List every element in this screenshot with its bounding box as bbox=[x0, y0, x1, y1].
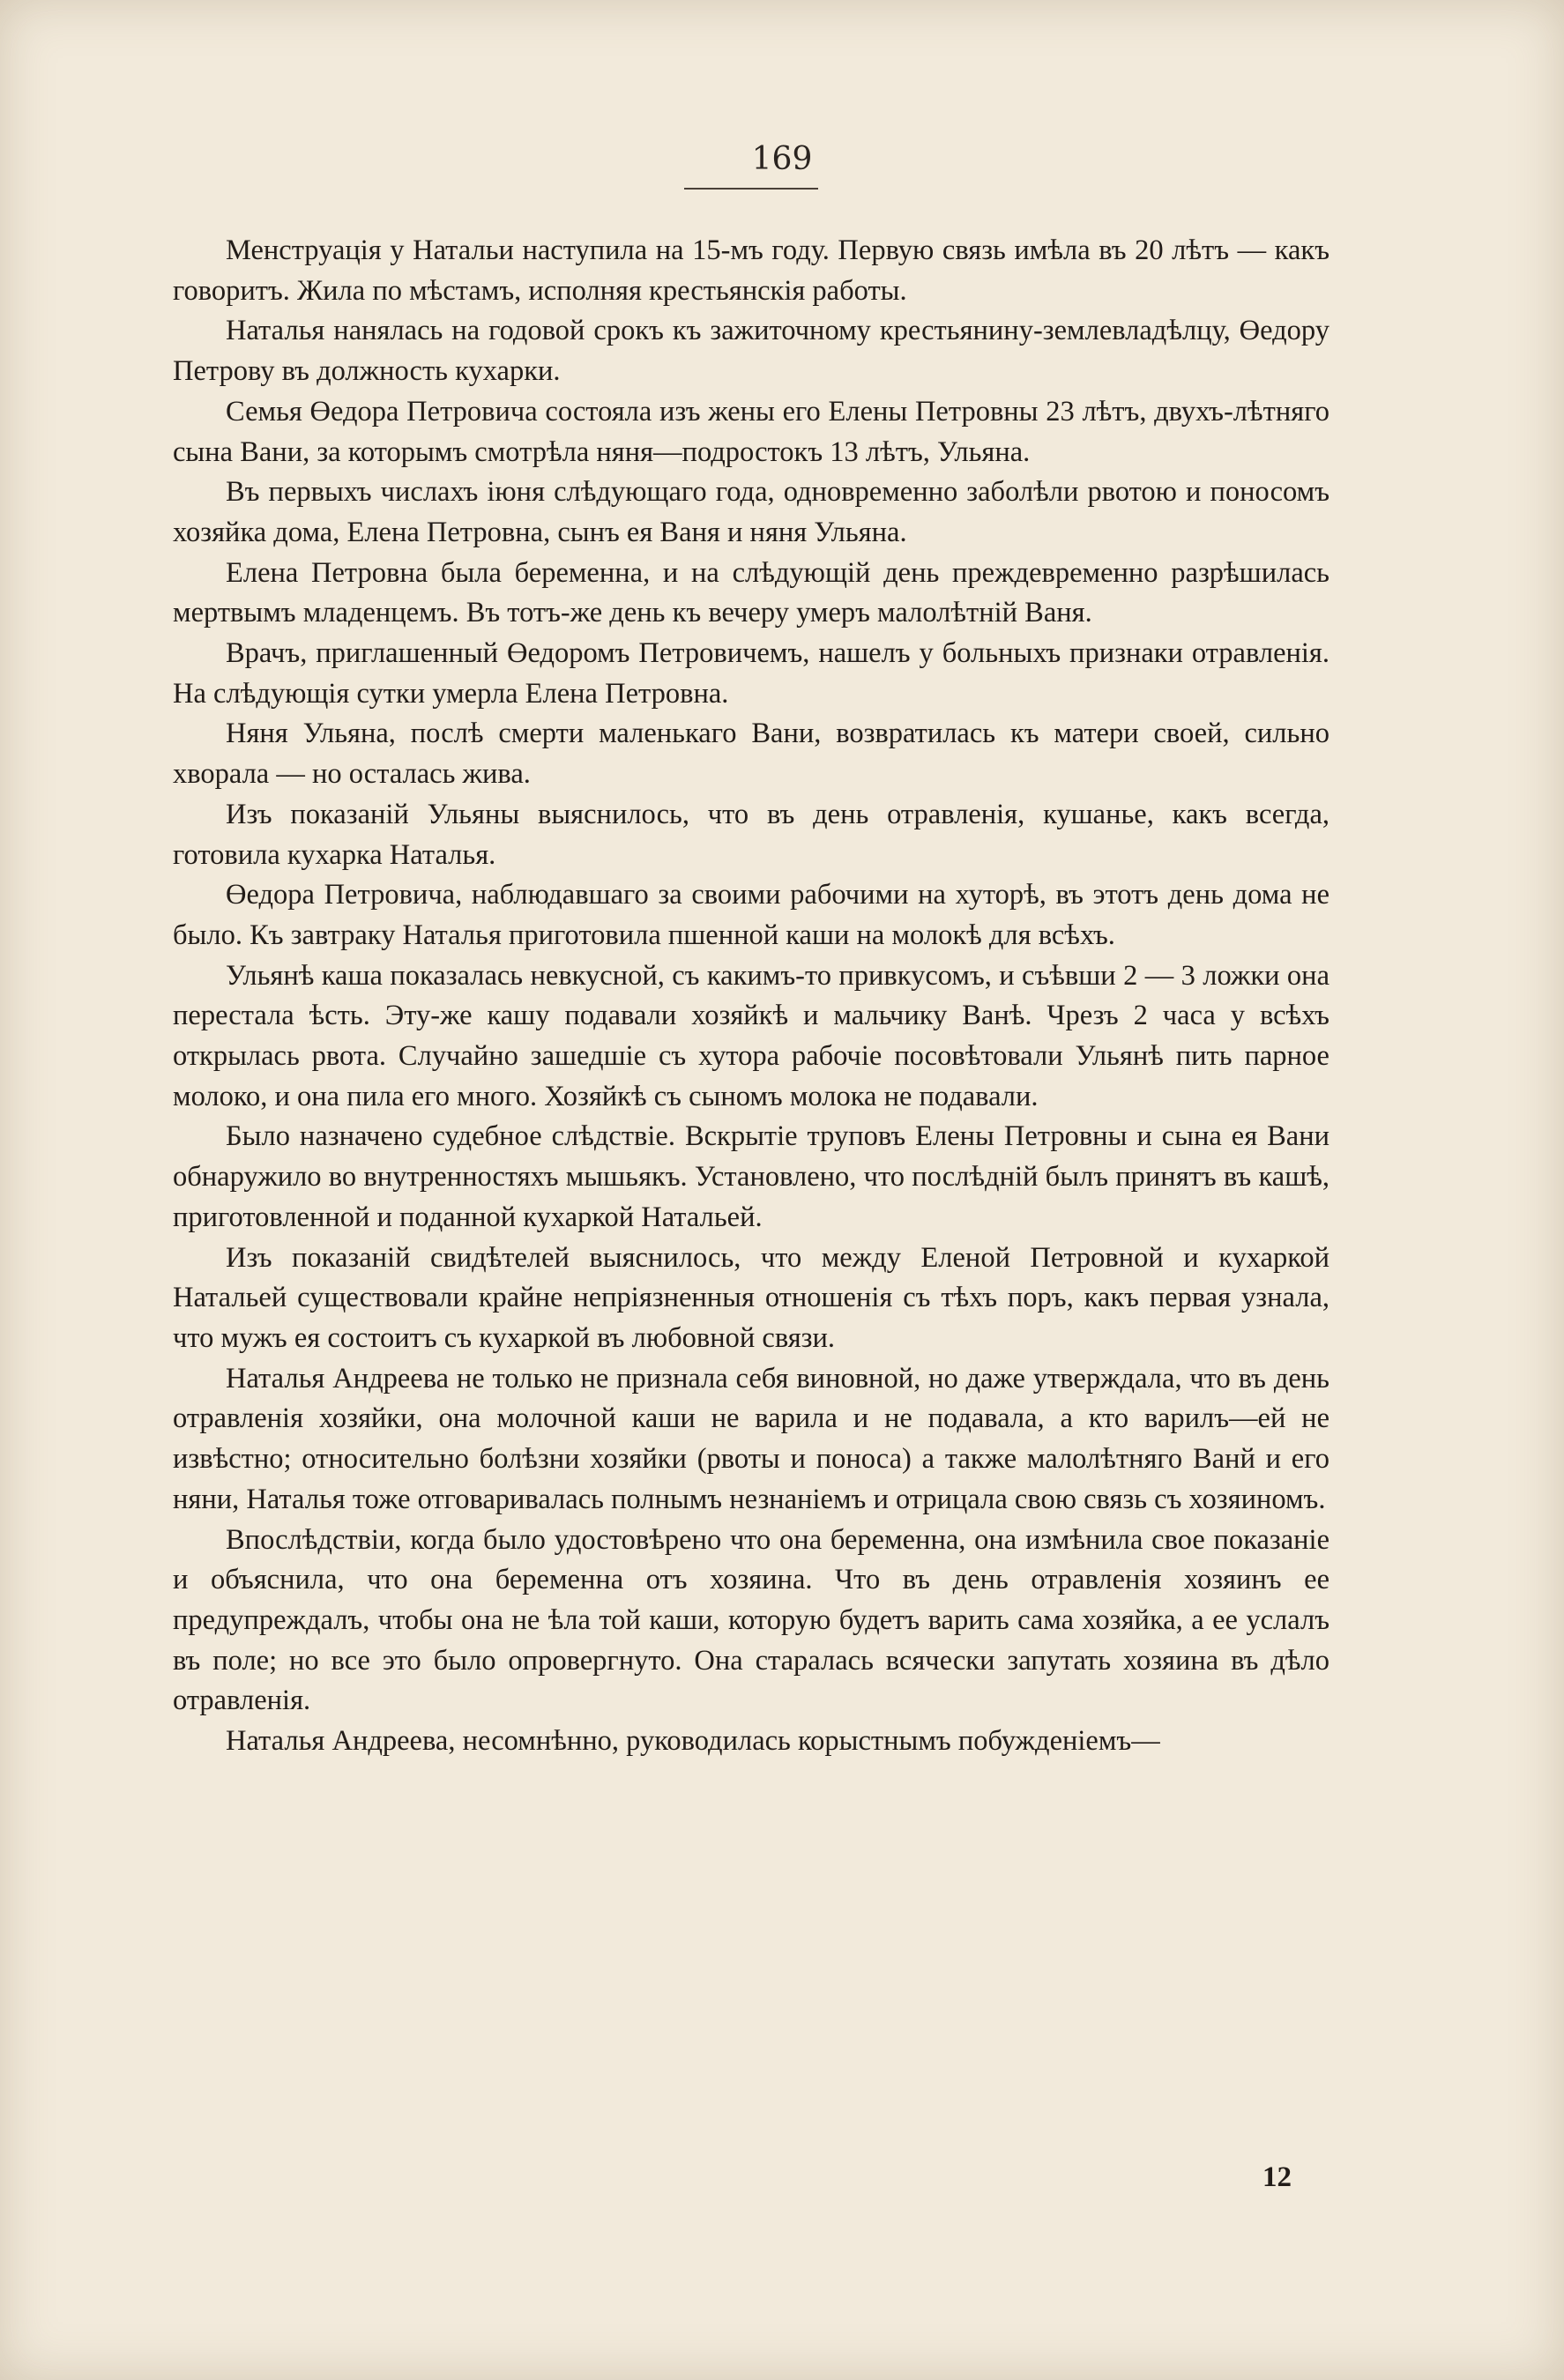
paragraph: Наталья Андреева не только не признала себя виновной, но даже утверждала, что въ день отравленія хозяйки, она молочной каши не варила и не подавала, а кто варилъ—ей не извѣстно; относительно болѣзни хозяйки (рвоты и поноса) а также малолѣтняго Ванй и его няни, Наталья тоже отговаривалась полнымъ незнаніемъ и отрицала свою связь съ хозяиномъ. bbox=[173, 1362, 1329, 1515]
paragraph: Врачъ, приглашенный Өедоромъ Петровичемъ, нашелъ у больныхъ признаки отравленія. На слѣдующія сутки умерла Елена Петровна. bbox=[173, 637, 1329, 710]
body-text bbox=[173, 231, 1329, 1762]
paragraph: Семья Өедора Петровича состояла изъ жены его Елены Петровны 23 лѣтъ, двухъ-лѣтняго сына Вани, за которымъ смотрѣла няня—подростокъ 13 лѣтъ, Ульяна. bbox=[173, 395, 1329, 468]
paragraph: Въ первыхъ числахъ іюня слѣдующаго года, одновременно заболѣли рвотою и поносомъ хозяйка дома, Елена Петровна, сынъ ея Ваня и няня Ульяна. bbox=[173, 476, 1329, 548]
page-number-rule bbox=[684, 188, 818, 190]
paragraph: Менструація у Натальи наступила на 15-мъ году. Первую связь имѣла въ 20 лѣтъ — какъ говоритъ. Жила по мѣстамъ, исполняя крестьянскія работы. bbox=[173, 234, 1329, 307]
paragraph: Было назначено судебное слѣдствіе. Вскрытіе труповъ Елены Петровны и сына ея Вани обнаружило во внутренностяхъ мышьякъ. Установлено, что послѣдній былъ принятъ въ кашѣ, приготовленной и поданной кухаркой Натальей. bbox=[173, 1120, 1329, 1233]
paragraph: Наталья Андреева, несомнѣнно, руководилась корыстнымъ побужденіемъ— bbox=[226, 1725, 1160, 1758]
paragraph: Елена Петровна была беременна, и на слѣдующій день преждевременно разрѣшилась мертвымъ младенцемъ. Въ тотъ-же день къ вечеру умеръ малолѣтній Ваня. bbox=[173, 556, 1329, 629]
signature-mark: 12 bbox=[1262, 2161, 1292, 2193]
page-number: 169 bbox=[751, 141, 813, 177]
paragraph: Өедора Петровича, наблюдавшаго за своими рабочими на хуторѣ, въ этотъ день дома не было. Къ завтраку Наталья приготовила пшенной каши на молокѣ для всѣхъ. bbox=[173, 879, 1329, 951]
paragraph: Ульянѣ каша показалась невкусной, съ какимъ-то привкусомъ, и съѣвши 2 — 3 ложки она перестала ѣсть. Эту-же кашу подавали хозяйкѣ и мальчику Ванѣ. Чрезъ 2 часа у всѣхъ открылась рвота. Случайно зашедшіе съ хутора рабочіе посовѣтовали Ульянѣ пить парное молоко, и она пила его много. Хозяйкѣ съ сыномъ молока не подавали. bbox=[173, 959, 1329, 1112]
paragraph: Няня Ульяна, послѣ смерти маленькаго Вани, возвратилась къ матери своей, сильно хворала — но осталась жива. bbox=[173, 718, 1329, 791]
paragraph: Изъ показаній свидѣтелей выяснилось, что между Еленой Петровной и кухаркой Натальей существовали крайне непріязненныя отношенія съ тѣхъ поръ, какъ первая узнала, что мужъ ея состоитъ съ кухаркой въ любовной связи. bbox=[173, 1241, 1329, 1354]
paragraph: Наталья нанялась на годовой срокъ къ зажиточному крестьянину-землевладѣлцу, Өедору Петрову въ должность кухарки. bbox=[173, 315, 1329, 388]
paragraph: Впослѣдствіи, когда было удостовѣрено что она беременна, она измѣнила свое показаніе и объяснила, что она беременна отъ хозяина. Что въ день отравленія хозяинъ ее предупреждалъ, чтобы она не ѣла той каши, которую будетъ варить сама хозяйка, а ее услалъ въ поле; но все это было опровергнуто. Она старалась всячески запутать хозяина въ дѣло отравленія. bbox=[173, 1523, 1329, 1717]
paragraph: Изъ показаній Ульяны выяснилось, что въ день отравленія, кушанье, какъ всегда, готовила кухарка Наталья. bbox=[173, 798, 1329, 871]
